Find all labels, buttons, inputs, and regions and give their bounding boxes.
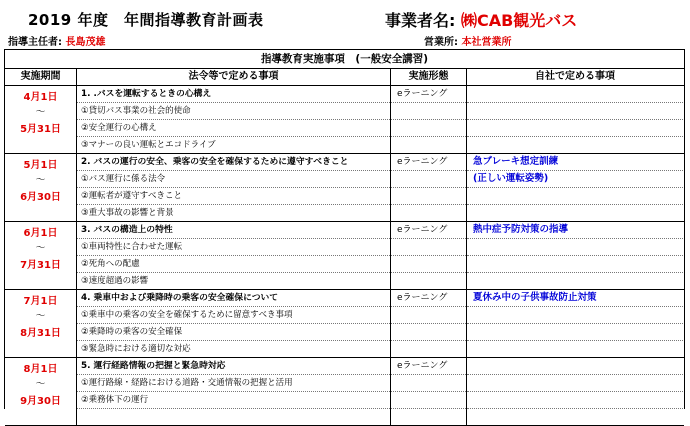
period-cell <box>5 222 77 289</box>
period-tilde: ～ <box>35 175 46 186</box>
period-start: 6月1日 <box>23 228 58 239</box>
company-item <box>467 273 683 290</box>
empty-line <box>391 273 466 290</box>
supervisor-name: 長島茂雄 <box>65 37 106 48</box>
empty-line <box>391 205 466 222</box>
topic-item: ①運行路線・経路における道路・交通情報の把握と活用 <box>77 375 390 392</box>
method-value: eラーニング <box>391 222 466 239</box>
topic-item: ③緊急時における適切な対応 <box>81 344 191 354</box>
topic-item: ①車両特性に合わせた運転 <box>77 239 390 256</box>
company-item: 熱中症予防対策の指導 <box>467 222 683 239</box>
topic-item: ③重大事故の影響と背景 <box>81 208 174 218</box>
topic-item: ②安全運行の心構え <box>77 120 390 137</box>
empty-line <box>391 392 466 409</box>
table-row <box>5 222 684 290</box>
empty-line <box>391 324 466 341</box>
company-items-cell <box>467 222 683 289</box>
period-cell <box>5 154 77 221</box>
company-item <box>467 86 683 103</box>
topic-item: ②乗降時の乗客の安全確保 <box>77 324 390 341</box>
method-value: eラーニング <box>391 154 466 171</box>
method-cell <box>391 222 467 289</box>
period-tilde: ～ <box>35 379 46 390</box>
empty-line <box>391 120 466 137</box>
empty-line <box>391 341 466 358</box>
period-tilde: ～ <box>35 311 46 322</box>
column-header-company-items: 自社で定める事項 <box>535 71 615 82</box>
method-cell <box>391 358 467 425</box>
empty-line <box>391 103 466 120</box>
company-item <box>467 188 683 205</box>
company-items-cell <box>467 86 683 153</box>
supervisor-label: 指導主任者: <box>8 37 62 48</box>
column-header-period: 実施期間 <box>5 69 77 85</box>
legal-items-cell <box>77 290 391 357</box>
topic-heading: 1. .バスを運転するときの心構え <box>77 86 390 103</box>
company-item <box>467 137 683 154</box>
period-cell <box>5 290 77 357</box>
legal-items-cell <box>77 154 391 221</box>
legal-items-cell <box>77 358 391 425</box>
period-end: 5月31日 <box>20 124 61 135</box>
period-end: 7月31日 <box>20 260 61 271</box>
topic-item: ①バス運行に係る法令 <box>77 171 390 188</box>
topic-item: ②運転者が遵守すべきこと <box>77 188 390 205</box>
office-name: 本社営業所 <box>461 37 512 48</box>
empty-line <box>391 137 466 154</box>
topic-item: ②死角への配慮 <box>77 256 390 273</box>
table-row <box>5 358 684 426</box>
period-start: 5月1日 <box>23 160 58 171</box>
company-items-cell <box>467 154 683 221</box>
business-operator <box>385 8 577 31</box>
table-row <box>5 154 684 222</box>
empty-line <box>391 239 466 256</box>
table-row <box>5 86 684 154</box>
empty-line <box>391 307 466 324</box>
column-header-method: 実施形態 <box>391 69 467 85</box>
column-header-legal-items: 法令等で定める事項 <box>77 69 391 85</box>
method-cell <box>391 154 467 221</box>
company-item <box>467 409 683 426</box>
empty-line <box>391 409 466 426</box>
topic-item: ②乗務体下の運行 <box>77 392 390 409</box>
topic-item <box>77 409 390 426</box>
business-name: ㈱CAB観光バス <box>460 11 578 30</box>
topic-heading: 4. 乗車中および乗降時の乗客の安全確保について <box>77 290 390 307</box>
supervisor <box>8 33 105 48</box>
topic-item: ①乗車中の乗客の安全を確保するために留意すべき事項 <box>77 307 390 324</box>
business-label: 事業者名: <box>385 11 456 30</box>
method-value: eラーニング <box>391 290 466 307</box>
period-start: 8月1日 <box>23 364 58 375</box>
company-item: 急ブレーキ想定訓練 <box>467 154 683 171</box>
plan-table <box>4 49 685 409</box>
topic-heading: 3. バスの構造上の特性 <box>77 222 390 239</box>
period-start: 7月1日 <box>23 296 58 307</box>
empty-line <box>391 188 466 205</box>
period-end: 9月30日 <box>20 396 61 407</box>
company-item <box>467 392 683 409</box>
method-cell <box>391 290 467 357</box>
period-end: 6月30日 <box>20 192 61 203</box>
period-cell <box>5 86 77 153</box>
legal-items-cell <box>77 222 391 289</box>
method-cell <box>391 86 467 153</box>
topic-heading: 5. 運行経路情報の把握と緊急時対応 <box>77 358 390 375</box>
plan-title: 2019 年度 年間指導教育計画表 <box>28 11 264 29</box>
company-item <box>467 120 683 137</box>
office-label: 営業所: <box>424 37 458 48</box>
company-item <box>467 341 683 358</box>
office <box>424 33 511 48</box>
period-start: 4月1日 <box>23 92 58 103</box>
company-item: 夏休み中の子供事故防止対策 <box>467 290 683 307</box>
table-title: 指導教育実施事項 (一般安全講習) <box>5 50 684 69</box>
method-value: eラーニング <box>391 86 466 103</box>
topic-item: ③速度超過の影響 <box>81 276 149 286</box>
company-item <box>467 239 683 256</box>
empty-line <box>391 375 466 392</box>
company-item <box>467 358 683 375</box>
company-item <box>467 103 683 120</box>
company-item: (正しい運転姿勢) <box>467 171 683 188</box>
topic-item: ①貸切バス事業の社会的使命 <box>77 103 390 120</box>
company-item <box>467 205 683 222</box>
company-item <box>467 307 683 324</box>
column-header-row <box>5 69 684 86</box>
legal-items-cell <box>77 86 391 153</box>
company-item <box>467 256 683 273</box>
period-end: 8月31日 <box>20 328 61 339</box>
topic-item: ③マナーの良い運転とエコドライブ <box>81 140 216 150</box>
company-items-cell <box>467 358 683 425</box>
company-items-cell <box>467 290 683 357</box>
company-item <box>467 375 683 392</box>
company-item <box>467 324 683 341</box>
period-cell <box>5 358 77 425</box>
empty-line <box>391 256 466 273</box>
empty-line <box>391 171 466 188</box>
period-tilde: ～ <box>35 107 46 118</box>
method-value: eラーニング <box>391 358 466 375</box>
period-tilde: ～ <box>35 243 46 254</box>
topic-heading: 2. バスの運行の安全、乗客の安全を確保するために遵守すべきこと <box>77 154 390 171</box>
table-row <box>5 290 684 358</box>
